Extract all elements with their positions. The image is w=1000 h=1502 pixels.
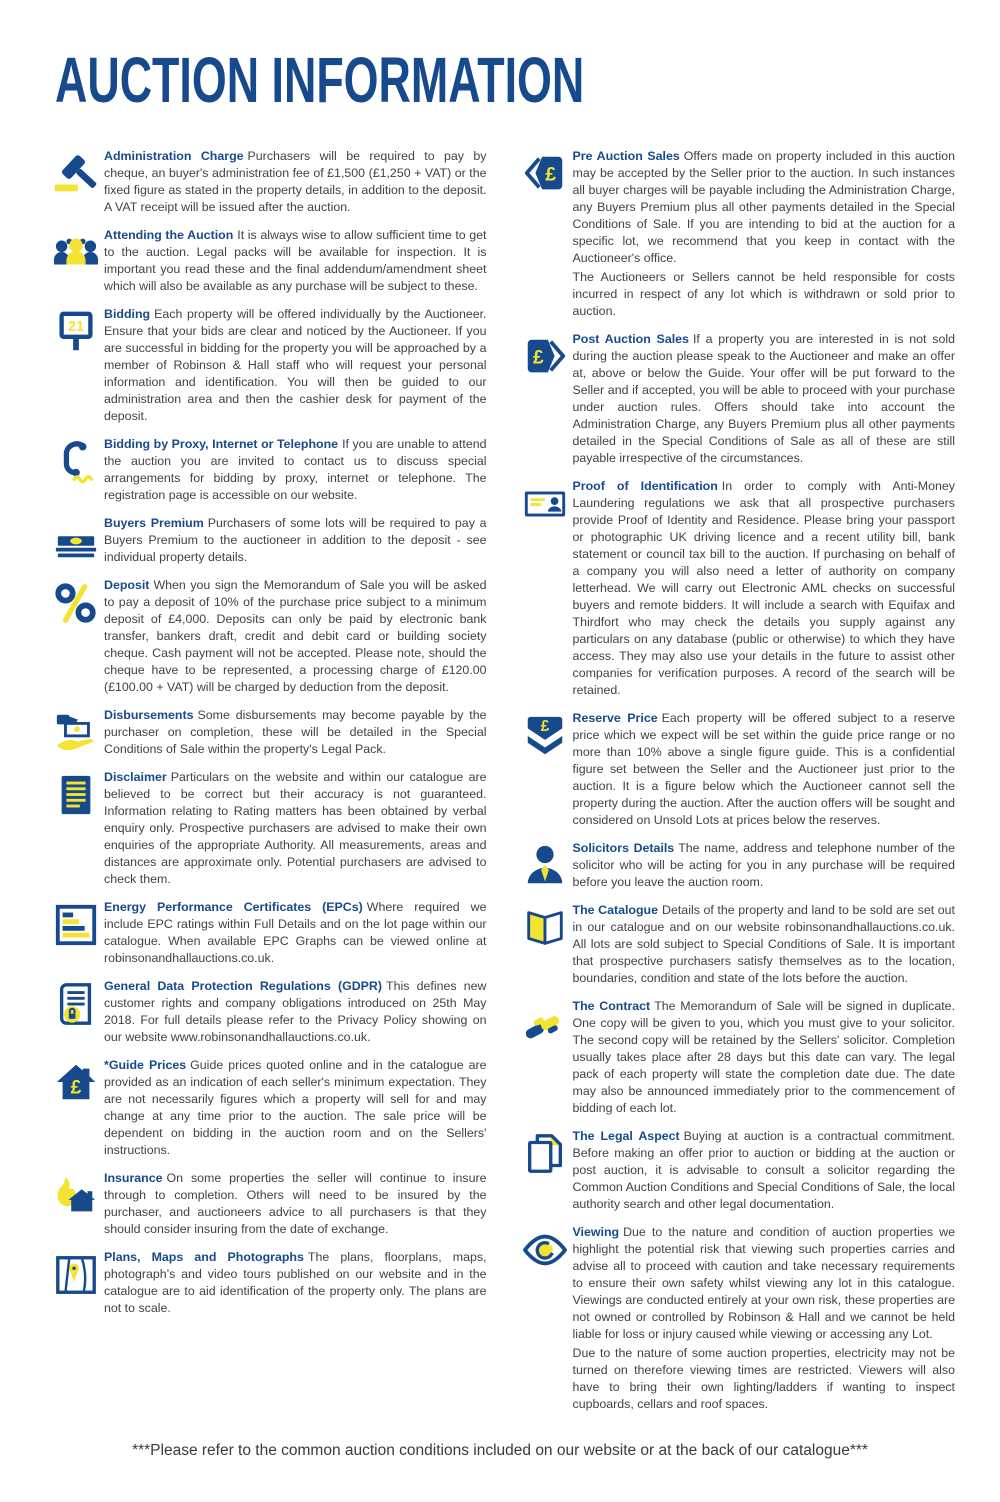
section-heading: Disbursements xyxy=(104,708,194,722)
section-paragraph xyxy=(104,148,487,216)
telephone-icon xyxy=(48,436,104,504)
section-paragraph: The Auctioneers or Sellers cannot be held responsible for costs incurred in respect of any lot which is withdrawn or sold prior to auction. xyxy=(572,270,955,318)
content-columns xyxy=(0,112,1000,1424)
section-paragraph xyxy=(573,1224,956,1343)
section-body-text: In order to comply with Anti-Money Laundering regulations we ask that all prospective purchasers provide Proof of Identity and Residence. Please bring your passport or photographic UK driving licence and a recent utility bill, bank statement or council tax bill to the auction. If purchasing on behalf of a company you will also need a letter of authority on company letterhead. We will carry out Electronic AML checks on successful buyers and remote bidders. It will include a search with Equifax and Thirdfort who may check the details you supply against any particulars on any database (public or otherwise) to which they have access. They may also use your details in the future to assist other companies for verification purposes. A record of the search will be retained. xyxy=(572,479,955,697)
info-section xyxy=(48,978,487,1046)
section-heading: *Guide Prices xyxy=(104,1058,187,1072)
section-heading: Solicitors Details xyxy=(572,841,675,855)
section-heading: Reserve Price xyxy=(572,711,658,725)
info-section xyxy=(48,227,487,295)
info-section xyxy=(48,1249,487,1317)
document-lines-icon xyxy=(48,769,104,888)
section-paragraph xyxy=(573,902,956,987)
pound-chevron-right-icon xyxy=(517,331,573,467)
section-paragraph xyxy=(573,998,956,1117)
section-paragraph xyxy=(573,148,956,267)
info-section xyxy=(48,1170,487,1238)
section-body-text: This defines new customer rights and company obligations introduced on 25th May 2018. For full details please refer to the Privacy Policy showing on our website www.robinsonandhallauctions.co.uk. xyxy=(104,979,487,1044)
info-section xyxy=(517,998,956,1117)
section-heading: The Legal Aspect xyxy=(572,1129,680,1143)
section-body-text: Purchasers will be required to pay by cheque, an buyer's administration fee of £1,500 (£1,250 + VAT) or the fixed figure as stated in the property details, in addition to the deposit. A VAT receipt will be issued after the auction. xyxy=(104,149,487,214)
section-body-text: Purchasers of some lots will be required to pay a Buyers Premium to the auctioneer in addition to the deposit - see individual property details. xyxy=(104,516,487,564)
svg-text:£: £ xyxy=(540,718,549,736)
section-text xyxy=(573,331,956,467)
section-body-text: Each property will be offered individually by the Auctioneer. Ensure that your bids are clear and noticed by the Auctioneer. If you are successful in bidding for the property you will be approached by a member of Robinson & Hall staff who will request your personal information and identification. You will then be guided to our administration area and then the cashier desk for payment of the deposit. xyxy=(104,307,487,423)
map-pin-icon xyxy=(48,1249,104,1317)
section-paragraph xyxy=(573,1128,956,1213)
section-body-text: It is always wise to allow sufficient time to get to the auction. Legal packs will be available for inspection. It is important you read these and the final addendum/amendment sheet which will also be available as any purchase will be subject to these. xyxy=(104,228,487,293)
section-body-text: The plans, floorplans, maps, photograph's and video tours published on our website and in the catalogue are to aid identification of the property only. The plans are not to scale. xyxy=(104,1250,487,1315)
section-text xyxy=(104,978,487,1046)
section-text xyxy=(104,436,487,504)
section-paragraph xyxy=(104,577,487,696)
info-section xyxy=(517,902,956,987)
stacked-documents-icon xyxy=(517,1128,573,1213)
section-heading: Attending the Auction xyxy=(104,228,234,242)
info-section xyxy=(48,769,487,888)
info-section xyxy=(48,577,487,696)
section-paragraph xyxy=(104,1249,487,1317)
section-heading: Plans, Maps and Photographs xyxy=(104,1250,304,1264)
flame-house-icon xyxy=(48,1170,104,1238)
section-body-text: On some properties the seller will continue to insure through to completion. Others will need to be insured by the purchaser, and auctioneers advice to all purchasers is that they should consider insuring from the date of exchange. xyxy=(104,1171,487,1236)
section-paragraph xyxy=(104,978,487,1046)
section-heading: Bidding xyxy=(104,307,151,321)
info-section xyxy=(48,899,487,967)
section-text xyxy=(104,577,487,696)
id-card-icon xyxy=(517,478,573,699)
section-text xyxy=(573,840,956,891)
section-body-text: Each property will be offered subject to a reserve price which we expect will be set within the guide price range or no more than 10% above a single figure guide. This is a confidential figure set between the Seller and the Auctioneer just prior to the auction. It is a figure below which the Auctioneer cannot sell the property during the auction. After the auction offers will be sought and considered on Unsold Lots at prices below the reserves. xyxy=(572,711,955,827)
section-paragraph xyxy=(573,331,956,467)
svg-text:£: £ xyxy=(532,347,544,369)
section-heading: Proof of Identification xyxy=(572,479,718,493)
eye-icon xyxy=(517,1224,573,1413)
section-body-text: Guide prices quoted online and in the catalogue are provided as an indication of each seller's minimum expectation. They are not necessarily figures which a property will sell for and may change at any time prior to the auction. The sale price will be dependent on bidding in the auction room and on the Sellers' instructions. xyxy=(104,1058,487,1157)
pound-chevron-left-icon xyxy=(517,148,573,320)
svg-text:£: £ xyxy=(70,1077,82,1099)
document-lock-icon xyxy=(48,978,104,1046)
epc-graph-icon xyxy=(48,899,104,967)
section-heading: The Contract xyxy=(572,999,651,1013)
pound-banner-down-icon xyxy=(517,710,573,829)
section-paragraph xyxy=(573,840,956,891)
section-text xyxy=(573,902,956,987)
section-paragraph xyxy=(104,515,487,566)
banknotes-icon xyxy=(48,515,104,566)
open-catalogue-icon xyxy=(517,902,573,987)
section-text xyxy=(104,306,487,425)
section-body-text: Particulars on the website and within our catalogue are believed to be correct but their accuracy is not guaranteed. Information relating to Rating matters has been obtained by verbal enquiry only. Prospective purchasers are advised to make their own enquiries of the appropriate Authority. All measurements, areas and distances are approximate only. Potential purchasers are advised to check them. xyxy=(104,770,487,886)
page-title: AUCTION INFORMATION xyxy=(55,44,585,116)
section-paragraph xyxy=(104,899,487,967)
column-right xyxy=(517,148,956,1424)
section-body-text: The Memorandum of Sale will be signed in duplicate. One copy will be given to you, which you must give to your solicitor. The second copy will be retained by the Sellers' solicitor. Completion usually takes place after 28 days but this date can vary. The legal pack of each property will state the completion date due. The date may also be announced immediately prior to the commencement of bidding of each lot. xyxy=(572,999,955,1115)
info-section xyxy=(48,1057,487,1159)
section-heading: Disclaimer xyxy=(104,770,167,784)
footer-note: ***Please refer to the common auction conditions included on our website or at the back of our catalogue*** xyxy=(132,1442,868,1459)
section-heading: Energy Performance Certificates (EPCs) xyxy=(104,900,363,914)
percent-icon xyxy=(48,577,104,696)
info-section xyxy=(48,436,487,504)
section-body-text: Offers made on property included in this auction may be accepted by the Seller prior to the auction. In such instances all buyer charges will be payable including the Administration Charge, any Buyers Premium plus all other payments detailed in the Special Conditions of Sale. If you are intending to bid at the auction for a specific lot, we recommend that you keep in contact with the Auctioneer's office. xyxy=(572,149,955,265)
section-heading: Viewing xyxy=(572,1225,620,1239)
info-section xyxy=(48,148,487,216)
section-paragraph xyxy=(104,769,487,888)
hand-payment-icon xyxy=(48,707,104,758)
info-section xyxy=(517,1128,956,1213)
house-pound-icon xyxy=(48,1057,104,1159)
info-section xyxy=(517,478,956,699)
section-body-text: Where required we include EPC ratings within Full Details and on the lot page within our catalogue. When available EPC Graphs can be viewed online at robinsonandhallauctions.co.uk. xyxy=(104,900,487,965)
section-heading: Deposit xyxy=(104,578,150,592)
section-text xyxy=(104,707,487,758)
solicitor-person-icon xyxy=(517,840,573,891)
section-body-text: If a property you are interested in is not sold during the auction please speak to the Auctioneer and make an offer at, above or below the Guide. Your offer will be put forward to the Seller and if accepted, you will be able to proceed with your purchase under auction rules. Offers should take into account the Administration Charge, any Buyers Premium plus all other payments detailed in the Special Conditions of Sale as all of these are still payable irrespective of the circumstances. xyxy=(572,332,955,465)
section-heading: The Catalogue xyxy=(572,903,659,917)
info-section xyxy=(48,306,487,425)
info-section xyxy=(517,1224,956,1413)
section-text xyxy=(104,1249,487,1317)
info-section xyxy=(517,840,956,891)
audience-icon xyxy=(48,227,104,295)
section-body-text: Due to the nature and condition of auction properties we highlight the potential risk that viewing such properties carries and advise all to proceed with caution and take necessary requirements to ensure their own safety whilst viewing any lot in this catalogue. Viewings are conducted entirely at your own risk, these properties are not owned or controlled by Robinson & Hall and we cannot be held liable for loss or injury caused while viewing or accessing any Lot. xyxy=(572,1225,955,1341)
section-paragraph xyxy=(573,710,956,829)
section-paragraph xyxy=(104,1170,487,1238)
section-paragraph xyxy=(104,707,487,758)
section-paragraph xyxy=(104,436,487,504)
info-section xyxy=(48,515,487,566)
gavel-icon xyxy=(48,148,104,216)
section-text xyxy=(104,227,487,295)
section-body-text: Details of the property and land to be sold are set out in our catalogue and on our website robinsonandhallauctions.co.uk. All lots are sold subject to Special Conditions of Sale. It is important that prospective purchasers satisfy themselves as to the location, boundaries, condition and state of the lots before the auction. xyxy=(572,903,955,985)
section-paragraph xyxy=(104,1057,487,1159)
section-heading: Administration Charge xyxy=(104,149,244,163)
section-heading: Bidding by Proxy, Internet or Telephone xyxy=(104,437,339,451)
section-text xyxy=(104,1170,487,1238)
section-text xyxy=(573,478,956,699)
section-paragraph: Due to the nature of some auction properties, electricity may not be turned on therefore viewing times are restricted. Viewers will also have to bring their own lighting/ladders if wanting to inspect cupboards, cellars and roof spaces. xyxy=(572,1346,955,1411)
section-text xyxy=(104,1057,487,1159)
svg-text:£: £ xyxy=(544,164,556,186)
handshake-icon xyxy=(517,998,573,1117)
section-text xyxy=(573,1224,956,1413)
section-heading: Post Auction Sales xyxy=(572,332,689,346)
section-text xyxy=(573,1128,956,1213)
bid-paddle-icon xyxy=(48,306,104,425)
info-section xyxy=(48,707,487,758)
section-text xyxy=(104,515,487,566)
section-heading: Buyers Premium xyxy=(104,516,204,530)
info-section xyxy=(517,710,956,829)
info-section xyxy=(517,331,956,467)
section-body-text: When you sign the Memorandum of Sale you will be asked to pay a deposit of 10% of the purchase price subject to a minimum deposit of £4,000. Deposits can only be paid by electronic bank transfer, bankers draft, credit and debit card or building society cheque. Cash payment will not be accepted. Please note, should the cheque have to be represented, a processing charge of £120.00 (£100.00 + VAT) will be charged by deduction from the deposit. xyxy=(104,578,487,694)
column-left xyxy=(48,148,487,1328)
section-paragraph xyxy=(104,227,487,295)
section-heading: Insurance xyxy=(104,1171,163,1185)
section-heading: General Data Protection Regulations (GDPR) xyxy=(104,979,383,993)
section-text xyxy=(104,769,487,888)
section-text xyxy=(573,148,956,320)
info-section xyxy=(517,148,956,320)
section-heading: Pre Auction Sales xyxy=(572,149,680,163)
section-text xyxy=(104,148,487,216)
section-body-text: Buying at auction is a contractual commitment. Before making an offer prior to auction or bidding at the auction or post auction, it is advisable to consult a solicitor regarding the Common Auction Conditions and Special Conditions of Sale, the local authority search and other legal documentation. xyxy=(572,1129,955,1211)
section-text xyxy=(573,710,956,829)
section-body-text: The name, address and telephone number of the solicitor who will be acting for you in any purchase will be required before you leave the auction room. xyxy=(572,841,955,889)
svg-text:21: 21 xyxy=(68,319,84,336)
section-paragraph xyxy=(104,306,487,425)
section-text xyxy=(573,998,956,1117)
section-text xyxy=(104,899,487,967)
section-paragraph xyxy=(573,478,956,699)
section-body-text: If you are unable to attend the auction you are invited to contact us to discuss special arrangements for bidding by proxy, internet or telephone. The registration page is accessible on our website. xyxy=(104,437,487,502)
section-body-text: Some disbursements may become payable by the purchaser on completion, these will be detailed in the Special Conditions of Sale within the property's Legal Pack. xyxy=(104,708,487,756)
